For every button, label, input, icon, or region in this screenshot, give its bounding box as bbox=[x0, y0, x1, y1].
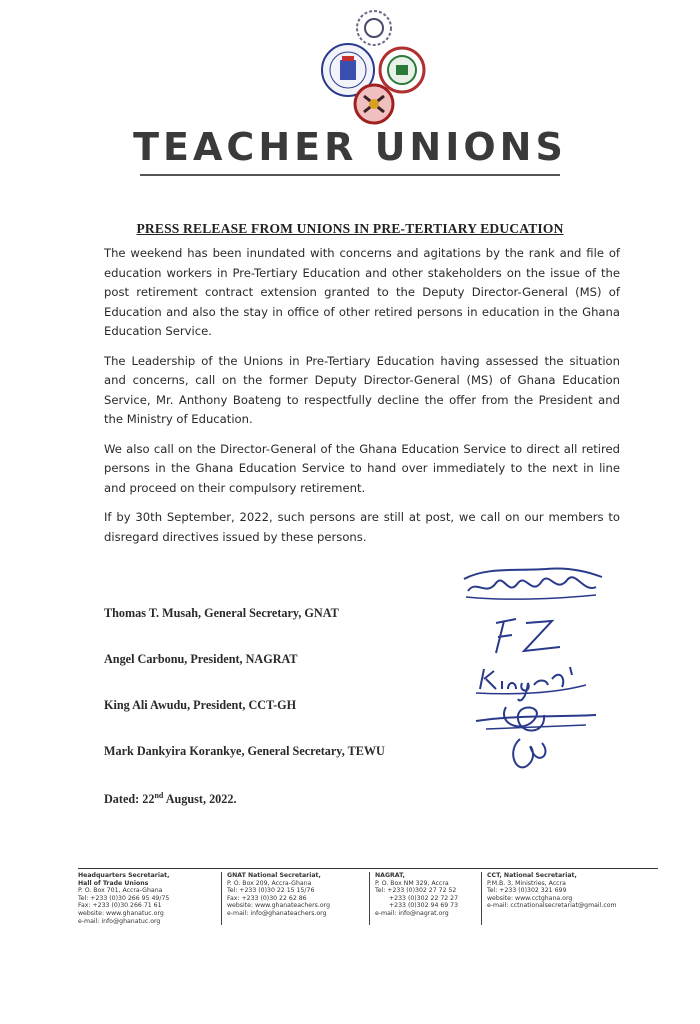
signature-scribble-icon bbox=[456, 695, 606, 757]
footer-column-tuc bbox=[78, 872, 222, 925]
footer-line: Tel: +233 (0)30 266 95 49/75 bbox=[78, 894, 170, 902]
footer-title: CCT, National Secretariat, bbox=[487, 872, 577, 879]
masthead-title: TEACHER UNIONS bbox=[133, 125, 567, 169]
date-suffix-ordinal: nd bbox=[154, 791, 164, 800]
union-logos-icon bbox=[318, 8, 428, 126]
footer-line: P. O. Box 209, Accra-Ghana bbox=[227, 879, 312, 887]
footer-line: P. O. Box 701, Accra-Ghana bbox=[78, 887, 163, 895]
footer-line: P.M.B. 3, Ministries, Accra bbox=[487, 879, 566, 887]
footer-line: e-mail: info@nagrat.org bbox=[375, 909, 449, 917]
union-logos-cluster bbox=[318, 8, 428, 126]
signatory-row bbox=[104, 723, 624, 769]
footer-line: website: www.ghanateachers.org bbox=[227, 902, 330, 910]
footer-line: e-mail: info@ghanateachers.org bbox=[227, 909, 327, 917]
footer-title: GNAT National Secretariat, bbox=[227, 872, 321, 879]
footer-line: e-mail: cctnationalsecretariat@gmail.com bbox=[487, 902, 617, 910]
footer-title: Headquarters Secretariat, bbox=[78, 872, 170, 879]
footer-line: e-mail: info@ghanatuc.org bbox=[78, 917, 161, 925]
footer-title: NAGRAT, bbox=[375, 872, 405, 879]
footer-line: +233 (0)302 94 69 73 bbox=[389, 902, 459, 910]
footer-line: Tel: +233 (0)30 22 15 15/76 bbox=[227, 887, 315, 895]
signatory-name: Thomas T. Musah, General Secretary, GNAT bbox=[104, 606, 339, 620]
footer-line: P. O. Box NM 329, Accra bbox=[375, 879, 449, 887]
signatory-name: Angel Carbonu, President, NAGRAT bbox=[104, 652, 298, 666]
footer-line: Tel: +233 (0)302 27 72 52 bbox=[375, 887, 457, 895]
footer-column-cct bbox=[482, 872, 658, 925]
footer-contacts bbox=[78, 868, 658, 925]
footer-line: website: www.cctghana.org bbox=[487, 894, 573, 902]
masthead-rule bbox=[140, 174, 560, 176]
signatory-name: Mark Dankyira Korankye, General Secretary, TEWU bbox=[104, 744, 385, 758]
footer-line: website: www.ghanatuc.org bbox=[78, 909, 164, 917]
date-line bbox=[104, 791, 237, 807]
paragraph-3: We also call on the Director-General of the Ghana Education Service to direct all retired persons in the Ghana Education Service to hand over immediately to the next in line and proceed on their compulsory retirement. bbox=[104, 441, 620, 495]
signatories bbox=[104, 585, 624, 769]
footer-column-nagrat bbox=[370, 872, 482, 925]
paragraph-2: The Leadership of the Unions in Pre-Tertiary Education having assessed the situation and concerns, call on the former Deputy Director-General (MS) of Ghana Education Service, Mr. Anthony Boateng to respectfully decline the offer from the President and the Ministry of Education. bbox=[104, 353, 620, 426]
footer-line: Hall of Trade Unions bbox=[78, 879, 149, 887]
paragraph-4: If by 30th September, 2022, such persons are still at post, we call on our members to disregard directives issued by these persons. bbox=[104, 510, 620, 544]
footer-line: Fax: +233 (0)30 22 62 86 bbox=[227, 894, 307, 902]
press-release-body bbox=[104, 244, 620, 557]
footer-column-gnat bbox=[222, 872, 370, 925]
paragraph-1: The weekend has been inundated with concerns and agitations by the rank and file of education workers in Pre-Tertiary Education and other stakeholders on the issue of the post retirement contract extension granted to the Deputy Director-General (MS) of Education and also the stay in office of other retired persons in education in the Ghana Education Service. bbox=[104, 246, 620, 338]
signatory-name: King Ali Awudu, President, CCT-GH bbox=[104, 698, 297, 712]
press-release-heading: PRESS RELEASE FROM UNIONS IN PRE-TERTIARY EDUCATION bbox=[136, 221, 564, 236]
footer-line: Tel: +233 (0)302 321 699 bbox=[487, 887, 567, 895]
footer-line: +233 (0)302 22 72 27 bbox=[389, 894, 459, 902]
footer-line: Fax: +233 (0)30 266 71 61 bbox=[78, 902, 162, 910]
date-rest: August, 2022. bbox=[163, 792, 237, 807]
date-prefix: Dated: 22 bbox=[104, 792, 155, 807]
masthead bbox=[0, 125, 700, 176]
